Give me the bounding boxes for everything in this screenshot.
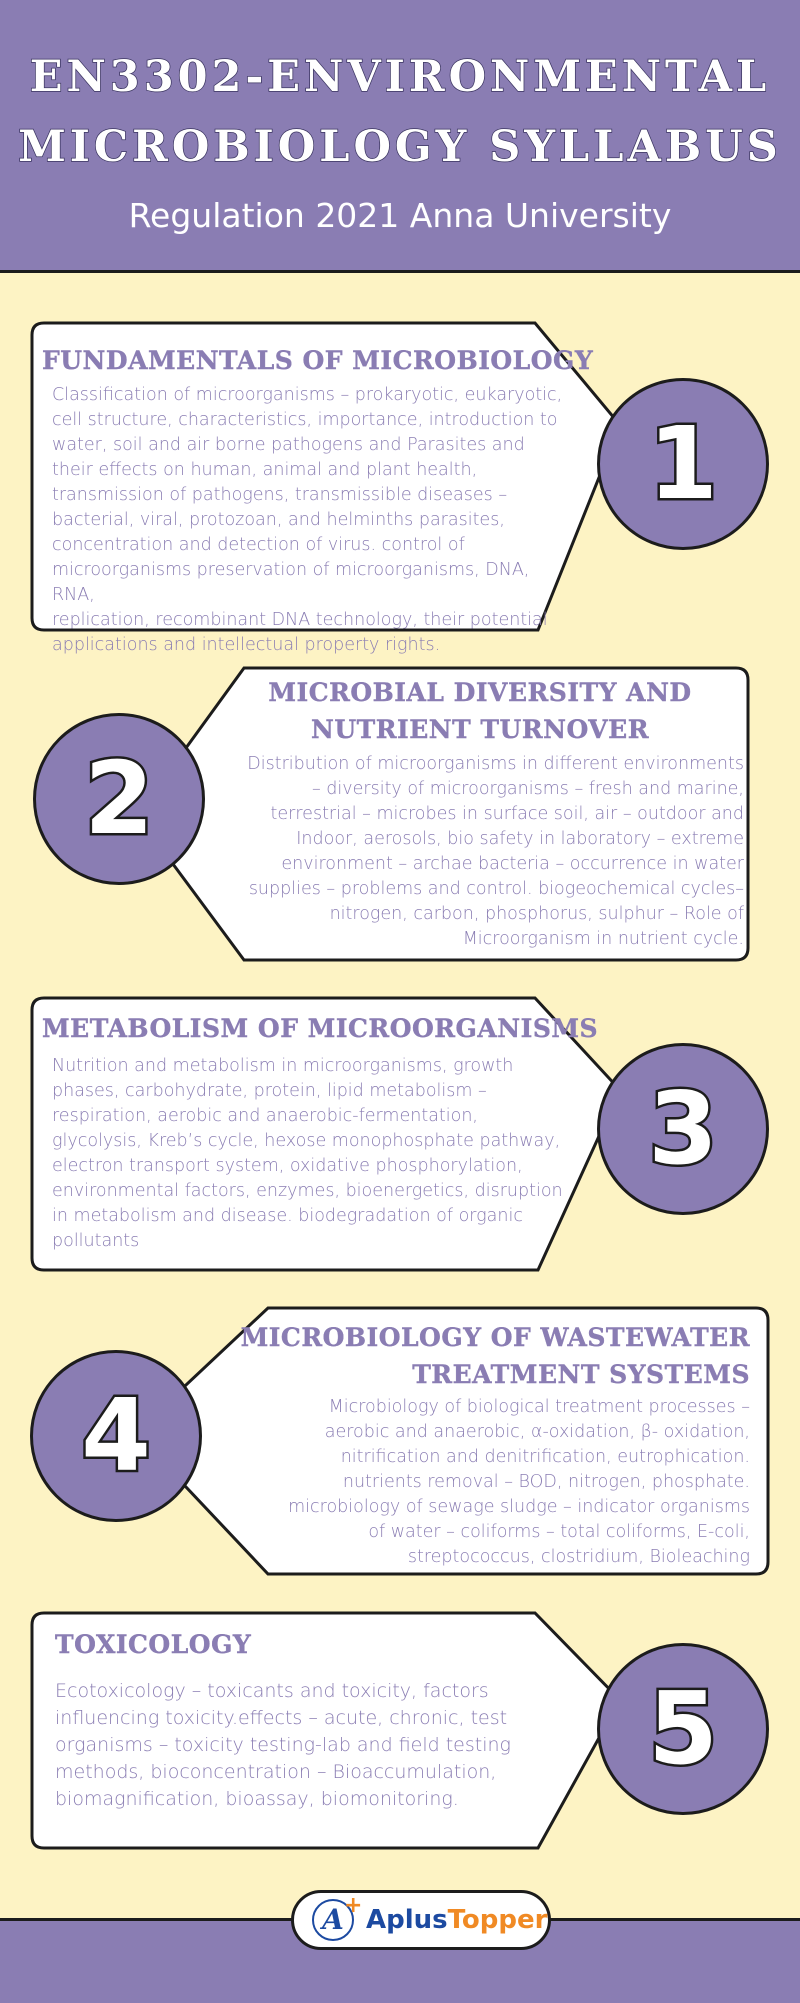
aplustopper-logo[interactable] xyxy=(291,1890,551,1950)
unit-2-line: – diversity of microorganisms – fresh and marine, xyxy=(311,779,744,799)
unit-4-line: nutrients removal – BOD, nitrogen, phosphate. xyxy=(342,1472,750,1492)
unit-5-line: Ecotoxicology – toxicants and toxicity, factors xyxy=(55,1680,489,1702)
unit-3-line: phases, carbohydrate, protein, lipid metabolism – xyxy=(52,1081,487,1101)
unit-2-line: terrestrial – microbes in surface soil, air – outdoor and xyxy=(270,804,744,824)
logo-text-aplus: Aplus xyxy=(366,1905,448,1935)
logo-text xyxy=(366,1905,547,1935)
unit-3-line: in metabolism and disease. biodegradation of organic xyxy=(52,1206,523,1226)
unit-3-line: pollutants xyxy=(52,1231,140,1251)
unit-2-line: Indoor, aerosols, bio safety in laboratory – extreme xyxy=(296,829,744,849)
unit-1-body xyxy=(52,383,572,658)
unit-1-line: bacterial, viral, protozoan, and helminths parasites, xyxy=(52,510,505,530)
unit-5-body xyxy=(55,1678,575,1813)
logo-text-topper: Topper xyxy=(447,1905,548,1935)
unit-4-title-line-2: TREATMENT SYSTEMS xyxy=(412,1360,750,1389)
unit-4-line: microbiology of sewage sludge – indicator organisms xyxy=(288,1497,750,1517)
unit-2-title-line-1: MICROBIAL DIVERSITY AND xyxy=(268,678,692,707)
unit-4-line: streptococcus, clostridium, Bioleaching xyxy=(407,1547,750,1567)
page-title-line-2: MICROBIOLOGY SYLLABUS xyxy=(18,122,782,172)
unit-5-line: influencing toxicity.effects – acute, chronic, test xyxy=(55,1707,508,1729)
unit-2-line: Distribution of microorganisms in different environments xyxy=(247,754,744,774)
unit-2-line: supplies – problems and control. biogeochemical cycles– xyxy=(248,879,744,899)
unit-1-number: 1 xyxy=(648,405,718,522)
unit-4-number: 4 xyxy=(81,1377,151,1494)
unit-2-line: environment – archae bacteria – occurrence in water xyxy=(281,854,744,874)
unit-3-line: environmental factors, enzymes, bioenergetics, disruption xyxy=(52,1181,563,1201)
page-subtitle: Regulation 2021 Anna University xyxy=(128,196,672,235)
unit-4-line: aerobic and anaerobic, α-oxidation, β- oxidation, xyxy=(324,1422,750,1442)
unit-4-line: of water – coliforms – total coliforms, E-coli, xyxy=(368,1522,750,1542)
unit-1-line: microorganisms preservation of microorganisms, DNA, RNA, xyxy=(52,560,530,605)
unit-1-number-badge xyxy=(597,378,769,550)
unit-4-number-badge xyxy=(30,1350,202,1522)
unit-4-line: nitrification and denitrification, eutrophication. xyxy=(340,1447,750,1467)
unit-2-body xyxy=(210,752,744,952)
unit-3-body xyxy=(52,1054,592,1254)
logo-mark-icon: A xyxy=(312,1899,354,1941)
unit-4-title-line-1: MICROBIOLOGY OF WASTEWATER xyxy=(240,1323,750,1352)
unit-5-title: TOXICOLOGY xyxy=(55,1630,252,1659)
unit-4-line: Microbiology of biological treatment processes – xyxy=(328,1397,750,1417)
unit-4-body xyxy=(230,1395,750,1570)
unit-5-line: methods, bioconcentration – Bioaccumulation, xyxy=(55,1761,497,1783)
page-title-line-1: EN3302-ENVIRONMENTAL xyxy=(29,52,771,102)
unit-1-line: their effects on human, animal and plant health, xyxy=(52,460,478,480)
unit-5-number: 5 xyxy=(648,1670,718,1787)
unit-3-number-badge xyxy=(597,1043,769,1215)
unit-3-title: METABOLISM OF MICROORGANISMS xyxy=(42,1014,599,1043)
unit-1-line: Classification of microorganisms – prokaryotic, eukaryotic, xyxy=(52,385,563,405)
unit-1-line: water, soil and air borne pathogens and Parasites and xyxy=(52,435,525,455)
unit-5-line: biomagnification, bioassay, biomonitoring. xyxy=(55,1788,459,1810)
unit-1-line: transmission of pathogens, transmissible diseases – xyxy=(52,485,508,505)
unit-1-line: concentration and detection of virus. control of xyxy=(52,535,465,555)
unit-5-line: organisms – toxicity testing-lab and field testing xyxy=(55,1734,511,1756)
unit-1-line: replication, recombinant DNA technology, their potential xyxy=(52,610,548,630)
unit-3-line: electron transport system, oxidative phosphorylation, xyxy=(52,1156,523,1176)
logo-plus-icon: + xyxy=(344,1893,363,1918)
unit-1-line: applications and intellectual property rights. xyxy=(52,635,441,655)
unit-3-line: respiration, aerobic and anaerobic-fermentation, xyxy=(52,1106,478,1126)
unit-2-number: 2 xyxy=(84,740,154,857)
unit-1-title: FUNDAMENTALS OF MICROBIOLOGY xyxy=(42,346,594,375)
unit-1-line: cell structure, characteristics, importance, introduction to xyxy=(52,410,558,430)
unit-5-number-badge xyxy=(597,1643,769,1815)
unit-3-line: glycolysis, Kreb’s cycle, hexose monophosphate pathway, xyxy=(52,1131,561,1151)
unit-2-line: nitrogen, carbon, phosphorus, sulphur – Role of xyxy=(329,904,744,924)
unit-3-line: Nutrition and metabolism in microorganisms, growth xyxy=(52,1056,514,1076)
unit-2-title-line-2: NUTRIENT TURNOVER xyxy=(310,715,650,744)
unit-3-number: 3 xyxy=(648,1070,718,1187)
unit-2-line: Microorganism in nutrient cycle. xyxy=(462,929,744,949)
unit-2-number-badge xyxy=(33,713,205,885)
